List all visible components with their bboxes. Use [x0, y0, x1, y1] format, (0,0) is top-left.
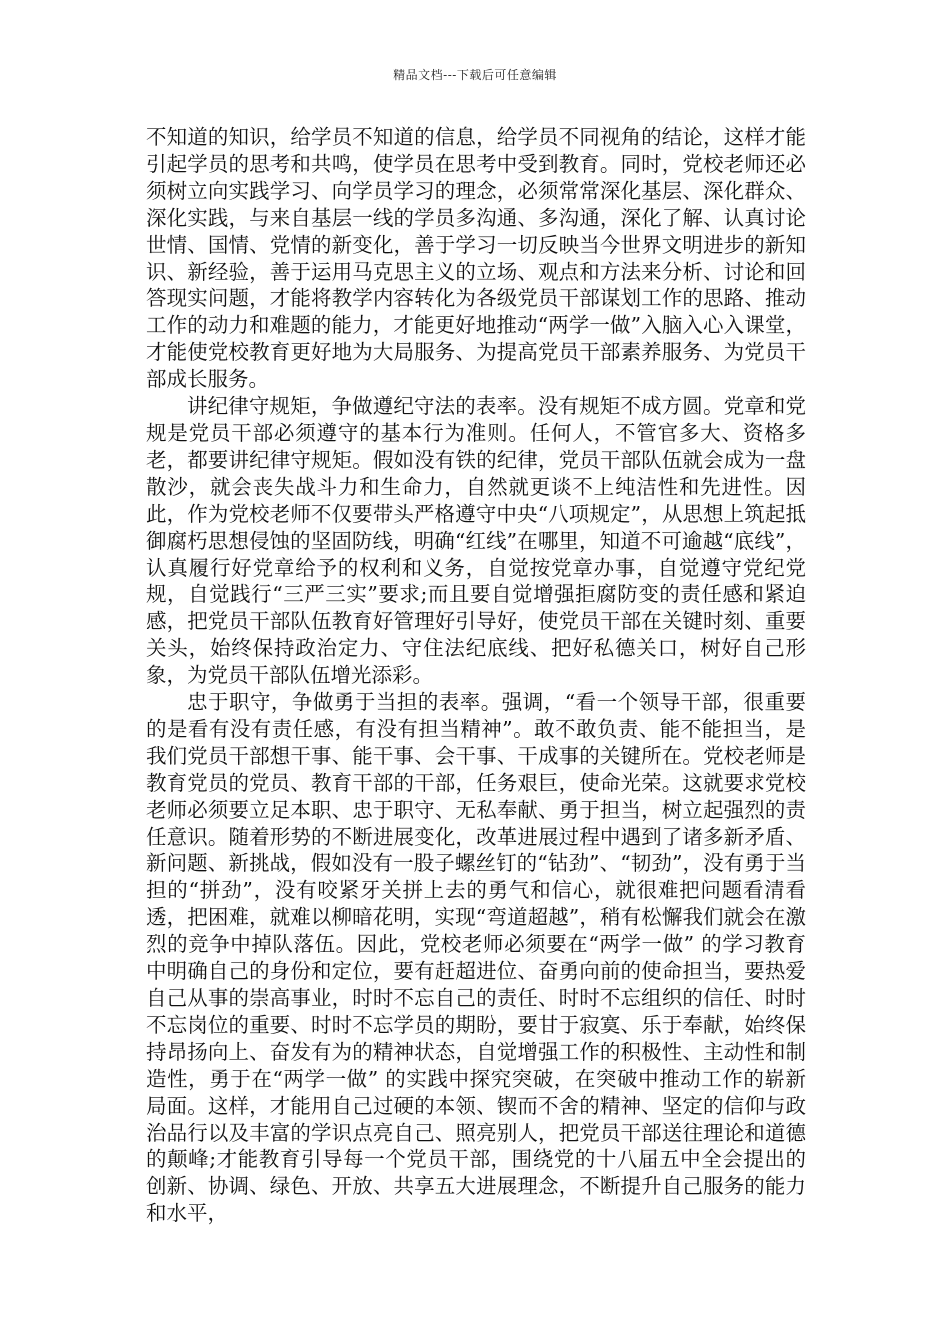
paragraph-continuation: 不知道的知识，给学员不知道的信息，给学员不同视角的结论，这样才能引起学员的思考和共鸣，使学员在思考中受到教育。同时，党校老师还必须树立向实践学习、向学员学习的理念，必须常常深化基层、深化群众、深化实践，与来自基层一线的学员多沟通、多沟通，深化了解、认真讨论世情、国情、党情的新变化，善于学习一切反映当今世界文明进步的新知识、新经验，善于运用马克思主义的立场、观点和方法来分析、讨论和回答现实问题，才能将教学内容转化为各级党员干部谋划工作的思路、推动工作的动力和难题的能力，才能更好地推动“两学一做”入脑入心入课堂，才能使党校教育更好地为大局服务、为提高党员干部素养服务、为党员干部成长服务。 — [146, 125, 806, 392]
document-body — [146, 124, 806, 1227]
paragraph-discipline: 讲纪律守规矩，争做遵纪守法的表率。没有规矩不成方圆。党章和党规是党员干部必须遵守的基本行为准则。任何人，不管官多大、资格多老，都要讲纪律守规矩。假如没有铁的纪律，党员干部队伍就会成为一盘散沙，就会丧失战斗力和生命力，自然就更谈不上纯洁性和先进性。因此，作为党校老师不仅要带头严格遵守中央“八项规定”，从思想上筑起抵御腐朽思想侵蚀的坚固防线，明确“红线”在哪里，知道不可逾越“底线”， 认真履行好党章给予的权利和义务，自觉按党章办事，自觉遵守党纪党规，自觉践行“三严三实”要求;而且要自觉增强拒腐防变的责任感和紧迫感，把党员干部队伍教育好管理好引导好，使党员干部在关键时刻、重要关头，始终保持政治定力、守住法纪底线、把好私德关口，树好自己形象，为党员干部队伍增光添彩。 — [146, 394, 806, 688]
paragraph-responsibility: 忠于职守，争做勇于当担的表率。强调，“看一个领导干部，很重要的是看有没有责任感，有没有担当精神”。敢不敢负责、能不能担当，是我们党员干部想干事、能干事、会干事、干成事的关键所在。党校老师是教育党员的党员、教育干部的干部，任务艰巨，使命光荣。这就要求党校老师必须要立足本职、忠于职守、无私奉献、勇于担当，树立起强烈的责任意识。随着形势的不断进展变化，改革进展过程中遇到了诸多新矛盾、新问题、新挑战，假如没有一股子螺丝钉的“钻劲”、“韧劲”，没有勇于当担的“拼劲”，没有咬紧牙关拼上去的勇气和信心，就很难把问题看清看透，把困难，就难以柳暗花明，实现“弯道超越”，稍有松懈我们就会在激烈的竞争中掉队落伍。因此，党校老师必须要在“两学一做” 的学习教育中明确自己的身份和定位，要有赶超进位、奋勇向前的使命担当，要热爱自己从事的崇高事业，时时不忘自己的责任、时时不忘组织的信任、时时不忘岗位的重要、时时不忘学员的期盼，要甘于寂寞、乐于奉献，始终保持昂扬向上、奋发有为的精神状态，自觉增强工作的积极性、主动性和制造性，勇于在“两学一做” 的实践中探究突破，在突破中推动工作的崭新局面。这样，才能用自己过硬的本领、锲而不舍的精神、坚定的信仰与政治品行以及丰富的学识点亮自己、照亮别人，把党员干部送往理论和道德的颠峰;才能教育引导每一个党员干部，围绕党的十八届五中全会提出的创新、协调、绿色、开放、共享五大进展理念，不断提升自己服务的能力和水平， — [146, 690, 806, 1226]
page-header: 精品文档---下载后可任意编辑 — [393, 68, 557, 82]
